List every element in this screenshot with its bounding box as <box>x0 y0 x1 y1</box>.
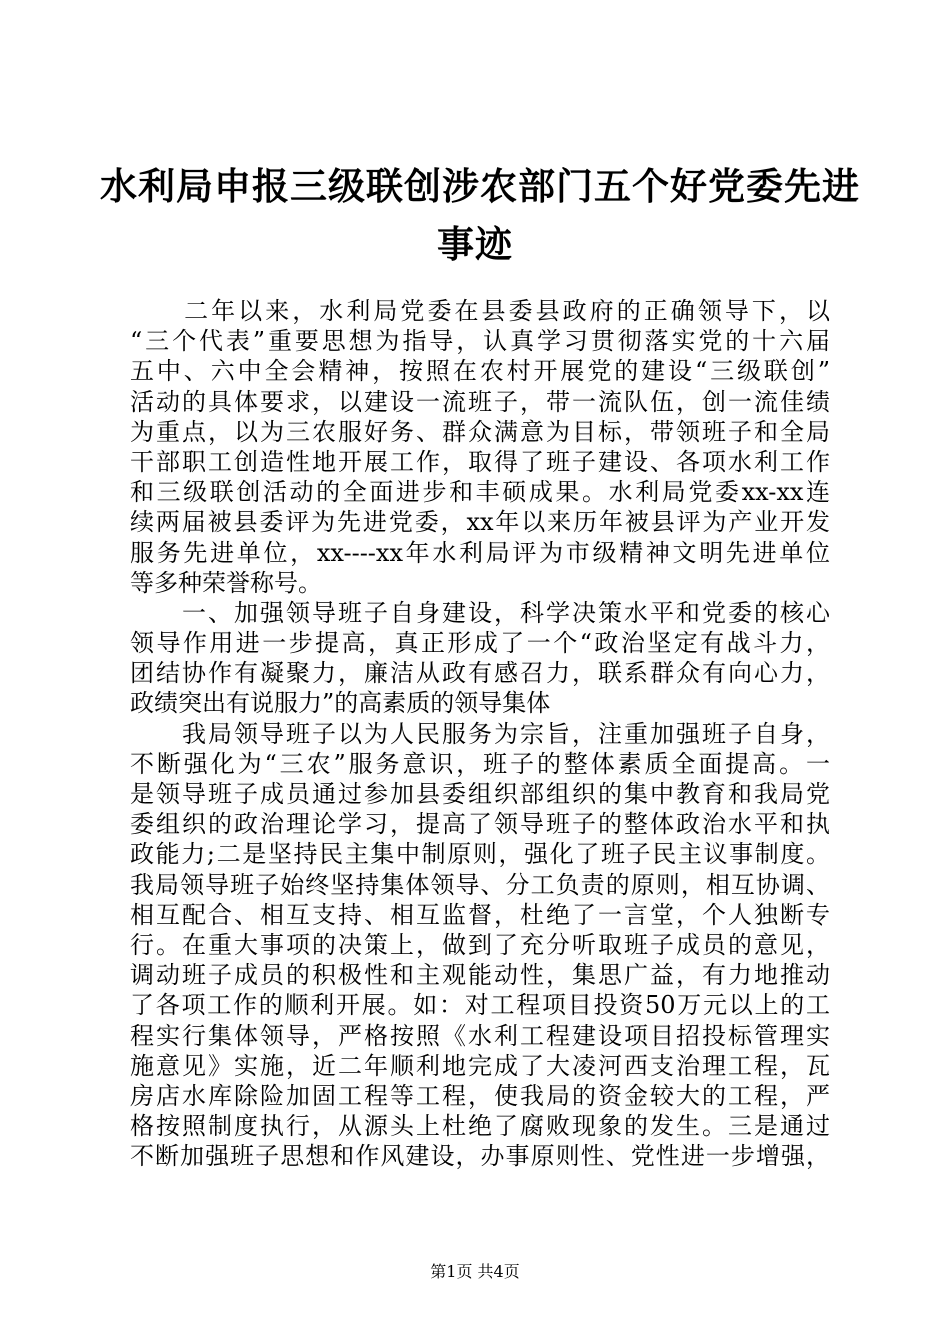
body-text-line: 施意见》实施，近二年顺利地完成了大凌河西支治理工程，瓦 <box>130 1051 830 1080</box>
body-text-line: 为重点，以为三农服好务、群众满意为目标，带领班子和全局 <box>130 417 830 446</box>
body-text-line: 相互配合、相互支持、相互监督，杜绝了一言堂，个人独断专 <box>130 900 830 929</box>
body-text-line: 二年以来，水利局党委在县委县政府的正确领导下，以 <box>130 297 830 325</box>
body-text-line: 委组织的政治理论学习，提高了领导班子的整体政治水平和执 <box>130 810 830 839</box>
title-line: 水利局申报三级联创涉农部门五个好党委先进 <box>100 165 860 208</box>
body-text-line: 五中、六中全会精神，按照在农村开展党的建设“三级联创” <box>130 357 830 386</box>
body-text-line: 房店水库除险加固工程等工程，使我局的资金较大的工程，严 <box>130 1081 830 1110</box>
body-text-line: 领导作用进一步提高，真正形成了一个“政治坚定有战斗力， <box>130 629 830 658</box>
body-text-line: 是领导班子成员通过参加县委组织部组织的集中教育和我局党 <box>130 780 830 808</box>
body-text-line: 格按照制度执行，从源头上杜绝了腐败现象的发生。三是通过 <box>130 1112 830 1141</box>
body-text-line: 团结协作有凝聚力，廉洁从政有感召力，联系群众有向心力， <box>130 659 830 688</box>
body-text-line: 续两届被县委评为先进党委，xx年以来历年被县评为产业开发 <box>130 508 830 537</box>
body-text-line: 干部职工创造性地开展工作，取得了班子建设、各项水利工作 <box>130 447 830 476</box>
body-text-line: 了各项工作的顺利开展。如：对工程项目投资50万元以上的工 <box>130 991 830 1020</box>
body-text-line: 和三级联创活动的全面进步和丰硕成果。水利局党委xx-xx连 <box>130 478 830 507</box>
body-text-line: 一、加强领导班子自身建设，科学决策水平和党委的核心 <box>130 598 830 627</box>
body-text-line: 我局领导班子始终坚持集体领导、分工负责的原则，相互协调、 <box>130 870 830 899</box>
body-text-line: 不断强化为“三农”服务意识，班子的整体素质全面提高。一 <box>130 749 830 778</box>
document-body <box>130 296 830 1171</box>
body-text-line: 程实行集体领导，严格按照《水利工程建设项目招投标管理实 <box>130 1021 830 1050</box>
body-text-line: 调动班子成员的积极性和主观能动性，集思广益，有力地推动 <box>130 961 830 990</box>
document-title <box>100 158 860 274</box>
body-text-line: 政能力;二是坚持民主集中制原则，强化了班子民主议事制度。 <box>130 840 830 869</box>
body-text-line: “三个代表”重要思想为指导，认真学习贯彻落实党的十六届 <box>130 327 830 356</box>
title-line: 事迹 <box>437 223 513 266</box>
page-footer: 第1页 共4页 <box>430 1262 520 1281</box>
body-text-line: 我局领导班子以为人民服务为宗旨，注重加强班子自身， <box>130 719 830 748</box>
body-text-line: 服务先进单位，xx----xx年水利局评为市级精神文明先进单位 <box>130 538 830 567</box>
body-text-line: 等多种荣誉称号。 <box>130 568 322 597</box>
body-text-line: 活动的具体要求，以建设一流班子，带一流队伍，创一流佳绩 <box>130 387 830 416</box>
body-text-line: 不断加强班子思想和作风建设，办事原则性、党性进一步增强， <box>130 1142 830 1171</box>
body-text-line: 行。在重大事项的决策上，做到了充分听取班子成员的意见， <box>130 930 830 959</box>
body-text-line: 政绩突出有说服力”的高素质的领导集体 <box>130 689 551 718</box>
